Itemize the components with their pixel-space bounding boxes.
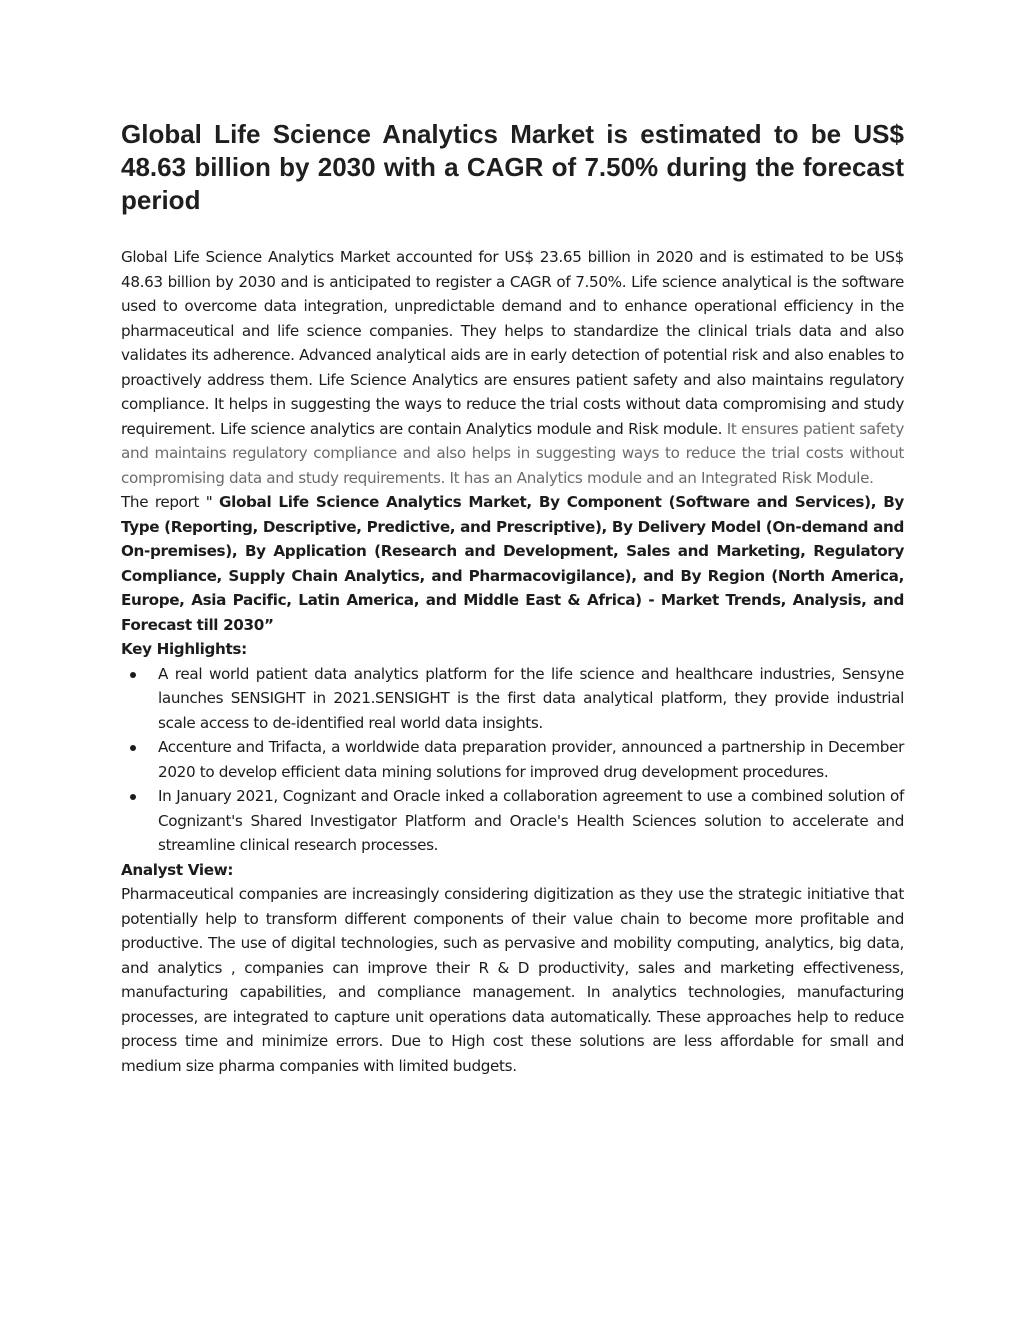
document-page	[121, 118, 904, 1078]
list-item-text: A real world patient data analytics platform for the life science and healthcare industries, Sensyne launches SENSIGHT in 2021.SENSIGHT is the first data analytical platform, they provide industrial scale access to de-identified real world data insights.	[158, 664, 904, 732]
bullet-icon	[130, 794, 136, 800]
list-item	[121, 784, 904, 858]
report-title: Global Life Science Analytics Market, By Component (Software and Services), By Type (Reporting, Descriptive, Predictive, and Prescriptive), By Delivery Model (On-demand and On-premises), By Application (Research and Development, Sales and Marketing, Regulatory Compliance, Supply Chain Analytics, and Pharmacovigilance), and By Region (North America, Europe, Asia Pacific, Latin America, and Middle East & Africa) - Market Trends, Analysis, and Forecast till 2030”	[121, 493, 904, 634]
bullet-icon	[130, 672, 136, 678]
intro-main-text: Global Life Science Analytics Market accounted for US$ 23.65 billion in 2020 and is estimated to be US$ 48.63 billion by 2030 and is anticipated to register a CAGR of 7.50%. Life science analytical is the software used to overcome data integration, unpredictable demand and to enhance operational efficiency in the pharmaceutical and life science companies. They helps to standardize the clinical trials data and also validates its adherence. Advanced analytical aids are in early detection of potential risk and also enables to proactively address them. Life Science Analytics are ensures patient safety and also maintains regulatory compliance. It helps in suggesting the ways to reduce the trial costs without data compromising and study requirement. Life science analytics are contain Analytics module and Risk module.	[121, 248, 904, 438]
intro-paragraph	[121, 245, 904, 490]
bullet-icon	[130, 745, 136, 751]
analyst-view-heading: Analyst View:	[121, 860, 234, 879]
intro-grey-text: It ensures patient safety and maintains regulatory compliance and also helps in suggesting ways to reduce the trial costs without compromising data and study requirements. It has an Analytics module and an Integrated Risk Module.	[121, 419, 904, 487]
report-prefix: The report "	[121, 493, 219, 511]
key-highlights-list	[121, 662, 904, 858]
key-highlights-heading: Key Highlights:	[121, 640, 247, 658]
list-item-text: In January 2021, Cognizant and Oracle inked a collaboration agreement to use a combined solution of Cognizant's Shared Investigator Platform and Oracle's Health Sciences solution to accelerate and streamline clinical research processes.	[158, 787, 904, 854]
list-item-text: Accenture and Trifacta, a worldwide data preparation provider, announced a partnership in December 2020 to develop efficient data mining solutions for improved drug development procedures.	[158, 738, 904, 781]
document-title: Global Life Science Analytics Market is estimated to be US$ 48.63 billion by 2030 with a CAGR of 7.50% during the forecast period	[121, 119, 904, 215]
list-item	[121, 662, 904, 736]
analyst-view-paragraph: Pharmaceutical companies are increasingly considering digitization as they use the strategic initiative that potentially help to transform different components of their value chain to become more profitable and productive. The use of digital technologies, such as pervasive and mobility computing, analytics, big data, and analytics , companies can improve their R & D productivity, sales and marketing effectiveness, manufacturing capabilities, and compliance management. In analytics technologies, manufacturing processes, are integrated to capture unit operations data automatically. These approaches help to reduce process time and minimize errors. Due to High cost these solutions are less affordable for small and medium size pharma companies with limited budgets.	[121, 885, 904, 1075]
list-item	[121, 735, 904, 784]
report-paragraph	[121, 490, 904, 637]
